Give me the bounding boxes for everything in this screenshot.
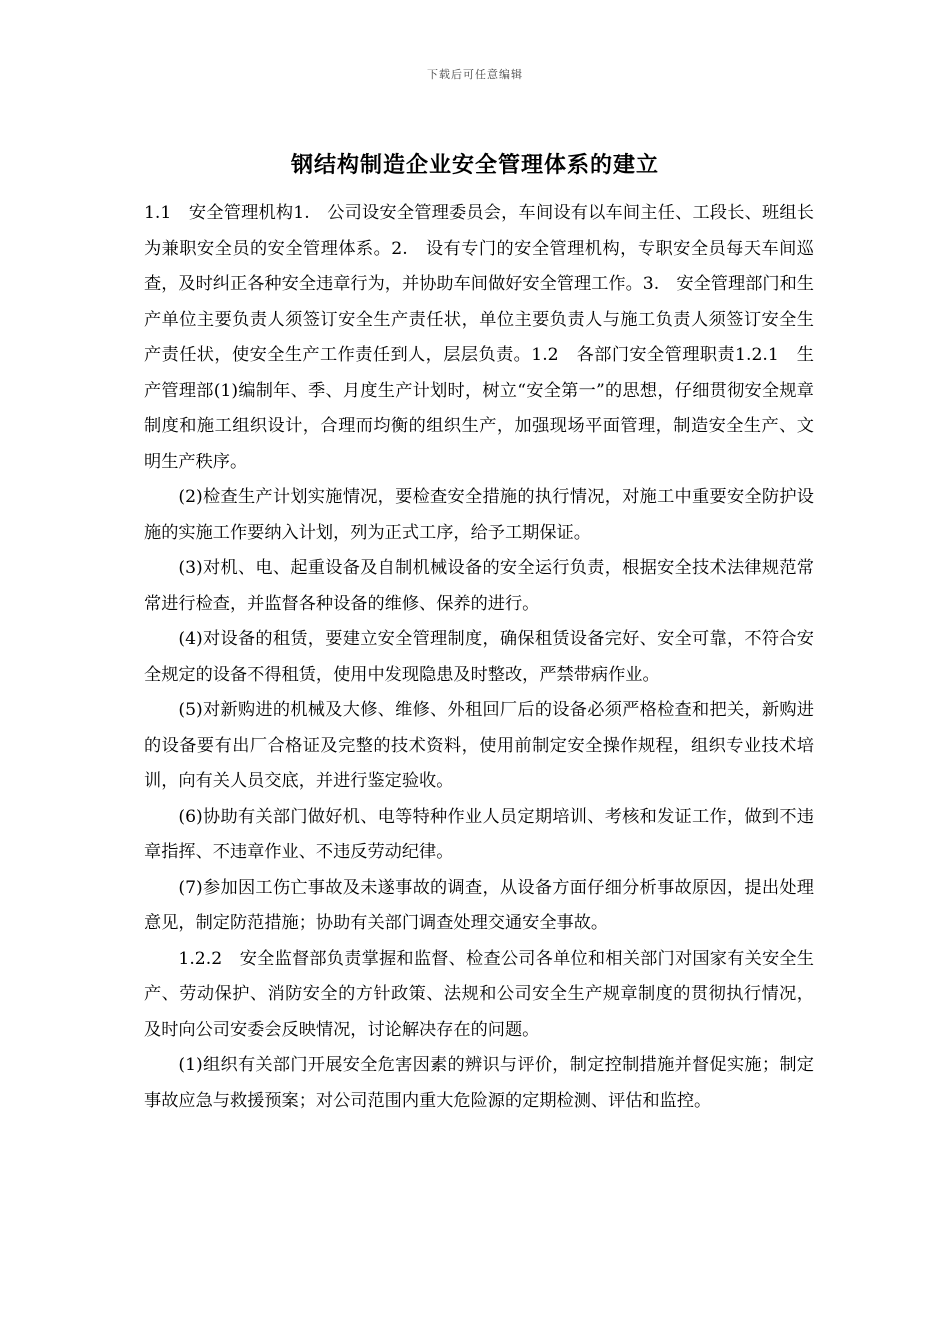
header-note: 下载后可任意编辑: [427, 68, 523, 81]
document-body: [144, 196, 814, 1119]
document-title: 钢结构制造企业安全管理体系的建立: [290, 153, 659, 178]
paragraph: (1)组织有关部门开展安全危害因素的辨识与评价，制定控制措施并督促实施；制定事故应急与救援预案；对公司范围内重大危险源的定期检测、评估和监控。: [144, 1055, 814, 1111]
paragraph: (4)对设备的租赁，要建立安全管理制度，确保租赁设备完好、安全可靠，不符合安全规定的设备不得租赁，使用中发现隐患及时整改，严禁带病作业。: [144, 629, 814, 685]
paragraph: (5)对新购进的机械及大修、维修、外租回厂后的设备必须严格检查和把关，新购进的设备要有出厂合格证及完整的技术资料，使用前制定安全操作规程，组织专业技术培训，向有关人员交底，并进行鉴定验收。: [144, 700, 814, 791]
paragraph: 1.2.2 安全监督部负责掌握和监督、检查公司各单位和相关部门对国家有关安全生产、劳动保护、消防安全的方针政策、法规和公司安全生产规章制度的贯彻执行情况，及时向公司安委会反映情况，讨论解决存在的问题。: [144, 948, 814, 1040]
paragraph: 1.1 安全管理机构1. 公司设安全管理委员会，车间设有以车间主任、工段长、班组长为兼职安全员的安全管理体系。2. 设有专门的安全管理机构，专职安全员每天车间巡查，及时纠正各种安全违章行为，并协助车间做好安全管理工作。3. 安全管理部门和生产单位主要负责人须签订安全生产责任状，单位主要负责人与施工负责人须签订安全生产责任状，使安全生产工作责任到人，层层负责。1.2 各部门安全管理职责1.2.1 生产管理部(1)编制年、季、月度生产计划时，树立“安全第一”的思想，仔细贯彻安全规章制度和施工组织设计，合理而均衡的组织生产，加强现场平面管理，制造安全生产、文明生产秩序。: [144, 203, 814, 472]
paragraph: (2)检查生产计划实施情况，要检查安全措施的执行情况，对施工中重要安全防护设施的实施工作要纳入计划，列为正式工序，给予工期保证。: [144, 487, 814, 543]
paragraph: (3)对机、电、起重设备及自制机械设备的安全运行负责，根据安全技术法律规范常常进行检查，并监督各种设备的维修、保养的进行。: [144, 558, 814, 614]
paragraph: (7)参加因工伤亡事故及未遂事故的调查，从设备方面仔细分析事故原因，提出处理意见，制定防范措施；协助有关部门调查处理交通安全事故。: [144, 877, 814, 933]
paragraph: (6)协助有关部门做好机、电等特种作业人员定期培训、考核和发证工作，做到不违章指挥、不违章作业、不违反劳动纪律。: [144, 806, 814, 862]
